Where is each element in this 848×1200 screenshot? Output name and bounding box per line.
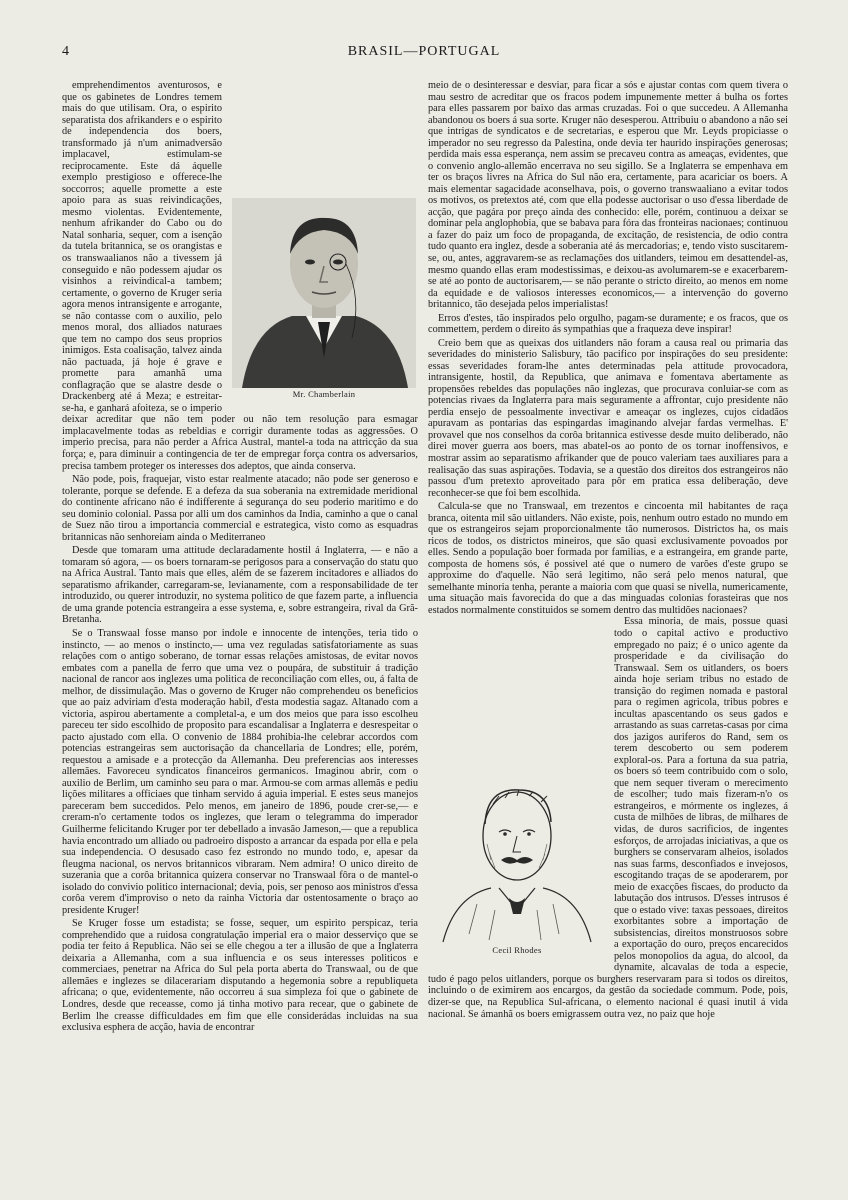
paragraph: Calcula-se que no Transwaal, em trezentos e cincoenta mil habitantes de raça branca, oitenta mil são uitlanders. Não existe, pois, nenhum outro estado no mundo em que os estrangeiros sejam proporcionalmente tão numerosos. Districtos ha, os mais ricos de todos, os districtos mineiros, que são quasi exclusivamente povoados por elles. Sendo a população boer formada por familias, e a estrangeira, em grande parte, composta de homens sós, é possivel até que o numero de varões d'este grupo se approxime do d'aquelle. Não será legitimo, não será pelo menos natural, que semelhante minoria tenha, perante a maioria com que quasi se nivella, numericamente, uma situação mais favorecida do que a das minguadas colonias forasteiras que nos estados normalmente constituidos se somem dentro das multidões nacionaes?	[428, 501, 788, 616]
right-column	[428, 80, 788, 1190]
chamberlain-engraving	[232, 198, 416, 388]
paragraph: Essa minoria, de mais, possue quasi todo o capital activo e productivo empregado no paiz; é o unico agente da prosperidade e da civilisação do Transwaal. Sem os uitlanders, os boers ainda hoje seriam tribus no estado de transição do regimen nomada e pastoral para o regimen agricola, tribus pobres e incultas apascentando os seus gados e arrastando as suas carretas-casas por cima dos jazigos auriferos do Rand, sem os terem descoberto ou sem poderem exploral-os. Para a fortuna da sua patria, os boers só teem contribuido com o solo, que nem sequer tiveram o merecimento de escolher; tudo mais fizeram-n'o os estrangeiros, e mórmente os inglezes, á custa de milhões de libras, de milhares de vidas, de duros sacrificios, de ingentes esforços, de arrojadas iniciativas, a que os burghers se conservaram alheios, isolados nas suas farms, desconfiados e invejosos, escogitando traças de se apoderarem, por meio de exacções fiscaes, do producto da labutação dos intrusos. D'esses intrusos é que o estado vive: taxas pessoaes, direitos exorbitantes sobre a importação de subsistencias, direitos monstruosos sobre a exportação do ouro, preços encarecidos pelos monopolios da agua, do alcool, da dynamite, alcavalas de toda a especie, tudo é pago pelos uitlanders, porque os burghers reservaram para si todos os direitos, incluindo o de eximirem aos encargos, da gestão da sociedade commum. Pode, pois, dizer-se que, na Republica Sul-africana, o elemento nacional é quasi inutil á vida nacional. Se ámanhã os boers emigrassem outra vez, no paiz que hoje	[428, 616, 788, 1020]
paragraph: Se o Transwaal fosse manso por indole e innocente de intenções, teria tido o instincto, — ao menos o instincto,— uma vez reguladas satisfatoriamente as suas relações com o antigo soberano, de tornar essas relações amistosas, de evitar novos embates com a panella de ferro que uma vez o poupára, de substituir á tradição nacional de rancor aos inglezes uma politica de reconciliação com elles, ou, á falta de melhor, de dissimulação. Mas o governo de Kruger não comprehendeu os beneficios que ao paiz adviriam d'esta moderação habil, d'esta modestia sagaz. Altanado com a victoria, aspirou abertamente a completal-a, e um dos meios que para isso escolheu pareceu ter sido escolhido de proposito para escandalisar a Inglaterra e desrespeitar o pacto ajustado com ella. O convenio de 1884 prohibia-lhe celebrar accordos com potencias estrangeiras sem auctorisação da chancellaria de Londres; elle, porém, requestou a amisade e a protecção da Allemanha. Deu preferencias aos interesses allemães. Favoreceu syndicatos financeiros germanicos. Imaginou abrir, com o auxilio de Berlim, um caminho seu para o mar. Armou-se com armas allemãs e pediu lições militares a officiaes que tinham servido á aguia imperial. E estes seus manejos pareceram bem succedidos. Pelo menos, em janeiro de 1896, poude crer-se,— e creram-n'o certamente todos os inglezes, que leram o telegramma do imperador Guilherme felicitando Kruger por ter debellado a invasão Jameson,— que a republica havia encontrado um alliado ou padroeiro disposto a arrancar da espada por ella e pela sua independencia. O desusado caso fez estrondo no mundo todo, e, apesar da fleugma nacional, os nervos britannicos vibraram. Nem admira! O unico direito de suzerania que a corôa britannica quizera conservar no Transwaal fôra o de mantel-o isolado do convivio politico internacional; devia, pois, ser penoso aos ministros d'essa corôa verem d'improviso o neto da rainha Victoria dar ostentosamente o braço ao presidente Kruger!	[62, 627, 418, 916]
paragraph: Erros d'estes, tão inspirados pelo orgulho, pagam-se duramente; e os fracos, que os commettem, perdem o direito ás sympathias que a fraqueza deve inspirar!	[428, 312, 788, 336]
paragraph: Não pode, pois, fraquejar, visto estar realmente atacado; não pode ser generoso e tolerante, porque se defende. E a defeza da sua soberania na extremidade meridional do continente africano não é indifferente á segurança do seu poderio maritimo e do seu dominio colonial. Passa por alli um dos caminhos da India, caminho a que o canal de Suez não tirou a importancia commercial e estrategica, visto como as esquadras britannicas não senhoreiam ainda o Mediterraneo	[62, 474, 418, 543]
paragraph: meio de o desinteressar e desviar, para ficar a sós e ajustar contas com quem tivera o mau sestro de acreditar que os fracos podem impunemente metter á bulha os fortes para elles passarem por baixo das armas cruzadas. Foi o que succedeu. A Allemanha abandonou os boers á sua sorte. Kruger não desesperou. Attribuiu o abandono a não sei que intrigas de syndicatos e de secretarias, e esperou que Mr. Leyds propiciasse o imperador no seu regresso da Palestina, onde devia ter haurido inspirações generosas; perdida mais essa esperança, nem assim se precaveu contra as ameaças, evidentes, que o convenio anglo-allemão encerrava no seu sigillo. Se a Inglaterra se empenhava em ter os braços livres na Africa do Sul não era, certamente, para acariciar os boers. A mais elementar sagacidade aconselhava, pois, o governo transwaaliano a evitar todos os motivos, os pretextos até, com que ella podesse auctorisar o uso d'essa liberdade de acção, que pagára por preço ainda des conhecido: elle, porém, continuou a deixar se dominar pela anglophobia, que se babava para fóra das fronteiras nacionaes; continuou a fazer do paiz um foco de propaganda, de excitação, de resistencia, de odio contra tudo quanto era inglez, desde a soberania até ás mercadorias; e, tendo visto suscitarem-se, ou, antes, aggravarem-se as reclamações dos uitlanders, teimou em desattendel-as, mesmo quando ellas eram modestissimas, e deixou-as avolumarem-se e exacerbarem-se até ao ponto de auctorisarem,— se não perante o stricto direito, ao menos em nome da equidade e de valiosos interesses economicos,— a intervenção do governo britannico, tão desejada pelos imperialistas!	[428, 80, 788, 311]
paragraph: Se Kruger fosse um estadista; se fosse, sequer, um espirito perspicaz, teria comprehendido que a ruidosa congratulação imperial era o maior desserviço que se podia ter feito á Republica. Não sei se elle chegou a ter a illusão de que a Inglaterra deixaria a Allemanha, com a sua influencia e os seus interesses politicos e commerciaes, penetrar na Africa do Sul pela porta aberta do Transwaal, ou de que allemães e inglezes se dilacerariam disputando a hegemonia sobre a republiqueta africana; o que, evidentemente, não occorreu á sua simpleza foi que o gabinete de Londres, desde que receasse, como já tinha motivo para recear, que o gabinete de Berlim lhe creasse difficuldades em fim que elle considerádas incluidas na sua exclusiva esphera de acção, havia de encontrar	[62, 918, 418, 1034]
paragraph: Desde que tomaram uma attitude declaradamente hostil á Inglaterra, — e não a tomaram só agora, — os boers tornaram-se perigosos para a conservação do statu quo na Africa Austral. Tanto mais que elles, além de se fazerem incitadores e alliados do separatismo afrikander, carregaram-se, levianamente, com a responsabilidade de ter introduzido, ou querer introduzir, no systema politico de que fazem parte, a influencia de uma grande potencia estrangeira a esse systema, e, sobre estrangeira, rival da Grã-Bretanha.	[62, 545, 418, 626]
rhodes-caption: Cecil Rhodes	[492, 945, 542, 956]
running-title: BRASIL—PORTUGAL	[347, 44, 501, 59]
rhodes-portrait	[428, 764, 606, 960]
left-column	[62, 80, 418, 1190]
chamberlain-portrait	[230, 198, 418, 404]
rhodes-sketch	[429, 764, 605, 944]
chamberlain-caption: Mr. Chamberlain	[292, 389, 356, 399]
page-number: 4	[62, 44, 69, 59]
paragraph: emprehendimentos aventurosos, e que os gabinetes de Londres temem mais do que utilisam. Ora, o espirito separatista dos afrikanders e o espirito de independencia dos boers, transformado já n'um animadversão implacavel, estimulam-se reciprocamente. Este dá áquelle exemplo prestigioso e offerece-lhe soccorros; aquelle promette a este apoio para as suas reivindicações, mesmo violentas. Evidentemente, nenhum afrikander do Cabo ou do Natal sonharia, sequer, com a isenção da tutela britannica, se os orangistas e os transwaalianos não a tivessem já conseguido e não podessem ajudar os visinhos a reivindical-a tambem; certamente, o governo de Kruger seria agora menos intransigente e arrogante, se não contasse com o auxilio, pelo menos moral, dos alliados naturaes que tem no campo dos seus proprios inimigos. Esta coalisação, talvez ainda não pactuada, já hoje é grave e promette para amanhã uma conflagração que se alastre desde o Drackenberg até á Meza; e estreitar-se-ha, e ganhará afoiteza, se o imperio deixar acreditar que não tem poder ou não tem resolução para esmagar implacavelmente todas as rebeldias e corrigir duramente todas as aggressões. O imperio precisa, para não perder a Africa Austral, mantel-a toda na attricção da sua força; e, para diminuir a contingencia de ter de empregar força contra os adversarios, precisa tambem proteger os interesses dos adeptos, que ainda conserva.	[62, 80, 418, 472]
paragraph: Creio bem que as queixas dos uitlanders não foram a causa real ou primaria das severidades do ministerio Salisbury, tão pacifico por inspirações do seu presidente: essas severidades foram-lhe antes determinadas pela attitude provocadora, intransigente, hostil, da Republica, que animava e fomentava abertamente as propensões rebeldes das populações não inglezas, que procurava conluiar-se com as potencias rivaes da Inglaterra para mais seguramente a affrontar, cujo presidente não perdia ensejo de pessoalmente invectivar e ameaçar os inglezes, cujos cidadãos apuravam as pontarias das espingardas imaginando alvejar fardas vermelhas. E' provavel que nos conselhos da corôa britannica estivesse desde muito deliberado, não direi mover guerra aos boers, mas abatel-os ao ponto de os tornar inoffensivos, e mostrar assim ao separatismo afrikander que de pouco valeriam taes auxiliares para a realisação das suas aspirações. Todavia, se a questão dos direitos dos estrangeiros não passou d'um pretexto aproveitado para pôr em pratica essa deliberação, deve reconhecer-se que foi bem escolhida.	[428, 337, 788, 499]
